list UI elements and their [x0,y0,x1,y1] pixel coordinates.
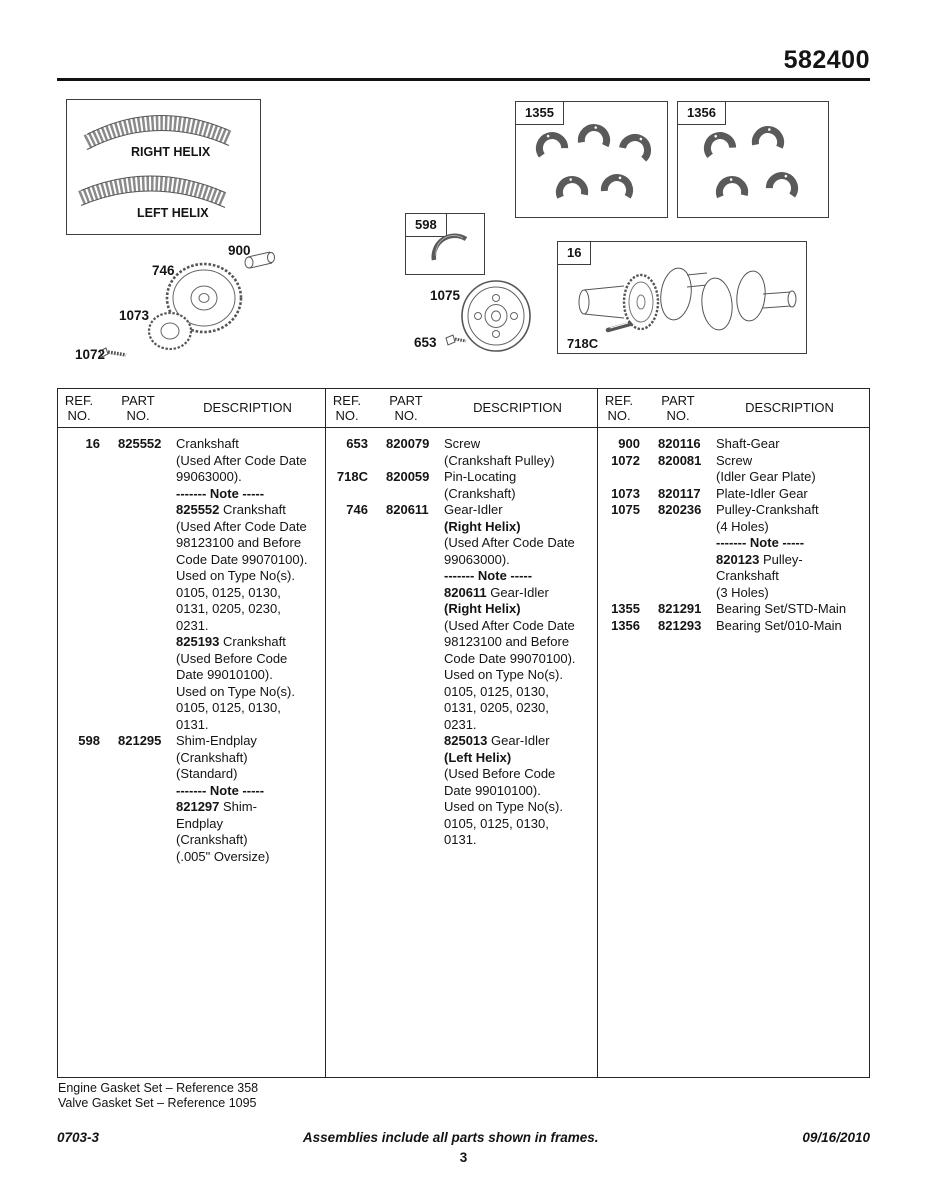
description-line: Code Date 99070100). [176,551,308,567]
part-no-cell: 821291 [658,601,702,616]
frame-16-label: 16 [557,241,591,265]
description-line: Gear-Idler [444,502,503,517]
callout-1075: 1075 [430,288,461,303]
ref-no-cell: 653 [346,436,368,451]
part-no-header-line1: PART [389,392,423,408]
description-bold-segment: 825193 [176,634,220,649]
description-line: 99063000). [444,551,510,567]
ref-no-cell: 1072 [611,452,640,468]
footer-doc-code: 0703-3 [57,1130,100,1145]
left-helix-label: LEFT HELIX [137,206,209,220]
ref-no-cell: 1073 [611,485,640,501]
description-line [176,783,320,800]
description-line: (Used Before Code [444,766,556,781]
description-line: 0131, 0205, 0230, [176,601,281,616]
ref-no-cell: 598 [78,733,100,748]
part-entry [598,453,869,486]
description-line: (Crankshaft Pulley) [444,452,555,468]
plate-idler-illustration [149,313,191,349]
ref-no-cell: 1355 [611,601,640,616]
description-bold-segment: ------- Note ----- [716,535,805,550]
right-helix-illustration [79,104,239,150]
part-no-header-line1: PART [121,392,155,408]
description-line: Plate-Idler Gear [716,485,808,501]
part-no-header [376,393,436,423]
description-line: Shim-Endplay [176,733,257,748]
part-entry [598,436,869,453]
part-no-cell: 820117 [658,485,701,501]
valve-gasket-note: Valve Gasket Set – Reference 1095 [58,1095,257,1110]
part-no-cell: 820116 [658,436,701,451]
description-line: (Used Before Code [176,650,288,666]
part-no-header [108,393,168,423]
description-bold-segment: ------- Note ----- [176,782,265,798]
bearing-set-010-frame [677,101,829,218]
description-line: 0231. [176,617,209,633]
ref-no-cell: 900 [618,436,640,451]
description-line: (Crankshaft) [444,485,516,501]
part-entry [326,436,597,469]
part-entry [598,601,869,618]
description-line: Bearing Set/STD-Main [716,601,847,616]
description-bold-segment: (Right Helix) [444,518,521,534]
description-line: 825552 Crankshaft [176,502,286,517]
description-bold-segment: 820611 [444,584,487,600]
description-line: Crankshaft [716,568,779,583]
parts-table-column-1-body [58,428,325,865]
ref-no-cell: 16 [85,436,100,451]
description-line: Pin-Locating [444,469,517,484]
part-entry [598,502,869,601]
parts-table-column-3-body [598,428,869,634]
description-cell [716,453,864,486]
part-no-cell: 820079 [386,436,430,451]
parts-table-column-2 [326,389,598,1077]
description-line: Code Date 99070100). [444,650,576,666]
description-line: 820123 Pulley- [716,551,803,567]
description-bold-segment: 820123 [716,551,760,567]
description-line [444,750,592,767]
description-cell [444,502,592,849]
part-no-header-line1: PART [661,392,695,408]
gasket-notes [58,1081,258,1110]
description-line: (Crankshaft) [176,832,248,847]
idler-gear-illustration [112,236,292,364]
description-cell [716,502,864,601]
description-line: 0131, 0205, 0230, [444,700,549,715]
description-line: Endplay [176,815,223,831]
helix-reference-box [66,99,261,235]
description-line: (3 Holes) [716,584,769,600]
part-no-cell: 820611 [386,502,429,517]
description-bold-segment: (Left Helix) [444,749,512,765]
description-cell [716,436,864,453]
ref-no-header-line2: NO. [335,408,359,423]
left-helix-illustration [73,164,233,210]
description-line: 821297 Shim- [176,799,257,814]
description-line: 0105, 0125, 0130, [444,683,549,699]
description-line: (Crankshaft) [176,749,248,765]
table-header [598,389,869,428]
ref-no-header [58,393,100,423]
description-line: 825013 Gear-Idler [444,733,550,748]
description-line: 98123100 and Before [176,535,302,550]
description-line: Used on Type No(s). [176,568,295,583]
description-line: Used on Type No(s). [176,683,295,699]
description-line: 0131. [176,716,209,732]
part-no-cell: 821293 [658,617,702,633]
bearing-set-std-frame [515,101,668,218]
part-entry [58,733,325,865]
frame-598-label: 598 [405,213,447,237]
callout-718c: 718C [567,336,599,351]
frame-1356-label: 1356 [677,101,726,125]
footer [57,1130,870,1145]
description-line [444,568,592,585]
ref-no-cell: 746 [346,502,368,517]
part-no-cell: 821295 [118,733,162,748]
description-line: (Used After Code Date [176,452,307,468]
part-no-cell: 825552 [118,436,162,451]
ref-no-header-line1: REF. [604,392,634,408]
ref-no-header [598,393,640,423]
part-no-cell: 820236 [658,502,702,517]
footer-assemblies-note: Assemblies include all parts shown in frames. [302,1130,599,1145]
description-cell [444,436,592,469]
table-header [326,389,597,428]
description-cell [176,733,320,865]
ref-no-header-line1: REF. [64,392,94,408]
part-no-header [648,393,708,423]
crankshaft-frame [557,241,807,354]
description-header: DESCRIPTION [203,400,292,416]
description-bold-segment: ------- Note ----- [176,485,265,501]
frame-1355-label: 1355 [515,101,564,125]
callout-1072: 1072 [75,347,106,362]
description-line: 99063000). [176,469,242,484]
part-no-header-line2: NO. [666,408,690,423]
description-line: Pulley-Crankshaft [716,502,819,517]
parts-table-column-2-body [326,428,597,849]
header-rule [57,78,870,81]
description-line: (Idler Gear Plate) [716,469,816,484]
description-line: Bearing Set/010-Main [716,617,842,633]
part-entry [598,618,869,635]
description-line: 0131. [444,832,477,847]
part-entry [598,486,869,503]
document-number: 582400 [783,46,870,74]
description-line: Screw [716,452,753,468]
description-line [176,486,320,503]
description-cell [716,618,864,635]
description-line: (Standard) [176,766,238,781]
part-entry [326,469,597,502]
part-no-cell: 820081 [658,452,702,468]
callout-746: 746 [152,263,175,278]
part-entry [326,502,597,849]
ref-no-header-line1: REF. [332,392,362,408]
ref-no-cell: 1356 [611,617,640,633]
description-cell [444,469,592,502]
description-bold-segment: 821297 [176,799,220,814]
engine-gasket-note: Engine Gasket Set – Reference 358 [58,1081,259,1095]
description-line: 0105, 0125, 0130, [176,700,281,715]
parts-table [57,388,870,1078]
description-line: (Used After Code Date [176,518,307,534]
description-line: (Used After Code Date [444,617,575,633]
description-line: Used on Type No(s). [444,799,563,814]
ref-no-header-line2: NO. [67,408,91,423]
bearing-shells-010-illustration [678,102,828,216]
part-no-header-line2: NO. [394,408,418,423]
description-line: Shaft-Gear [716,436,780,451]
table-header [58,389,325,428]
description-line: (.005" Oversize) [176,848,270,864]
description-bold-segment: 825013 [444,733,488,748]
parts-table-column-1 [58,389,326,1077]
description-line: 0105, 0125, 0130, [444,815,549,831]
description-header: DESCRIPTION [745,400,834,416]
pin-illustration [608,324,630,330]
description-line: (4 Holes) [716,518,769,534]
description-line: (Used After Code Date [444,535,575,550]
description-bold-segment: (Right Helix) [444,601,521,616]
description-cell [176,436,320,733]
description-header: DESCRIPTION [473,400,562,416]
callout-1073: 1073 [119,308,150,323]
part-entry [58,436,325,733]
description-line: 825193 Crankshaft [176,634,286,649]
ref-no-cell: 1075 [611,502,640,517]
description-line: Screw [444,436,481,451]
pulley-screw-illustration [443,330,469,350]
description-line: 0105, 0125, 0130, [176,584,281,600]
description-bold-segment: ------- Note ----- [444,568,533,583]
shim-illustration [406,214,484,273]
description-line [444,519,592,536]
description-line: Used on Type No(s). [444,667,563,682]
footer-date: 09/16/2010 [802,1130,870,1145]
ref-no-header [326,393,368,423]
ref-no-cell: 718C [336,469,368,484]
description-cell [716,486,864,503]
description-line: 820611 Gear-Idler [444,584,549,600]
right-helix-label: RIGHT HELIX [131,145,211,159]
bearing-shells-std-illustration [516,102,667,216]
description-line: 98123100 and Before [444,634,570,649]
part-no-header-line2: NO. [126,408,150,423]
callout-653: 653 [414,335,437,350]
parts-table-column-3 [598,389,869,1077]
ref-no-header-line2: NO. [607,408,631,423]
description-cell [716,601,864,618]
description-line [444,601,592,618]
page-number: 3 [459,1150,468,1165]
shim-frame [405,213,485,275]
description-line: Date 99010100). [176,667,273,682]
description-bold-segment: 825552 [176,502,220,517]
description-line: Date 99010100). [444,782,541,798]
callout-900: 900 [228,243,251,258]
description-line: Crankshaft [176,436,239,451]
part-no-cell: 820059 [386,469,430,484]
description-line: 0231. [444,716,477,732]
description-line [716,535,864,552]
